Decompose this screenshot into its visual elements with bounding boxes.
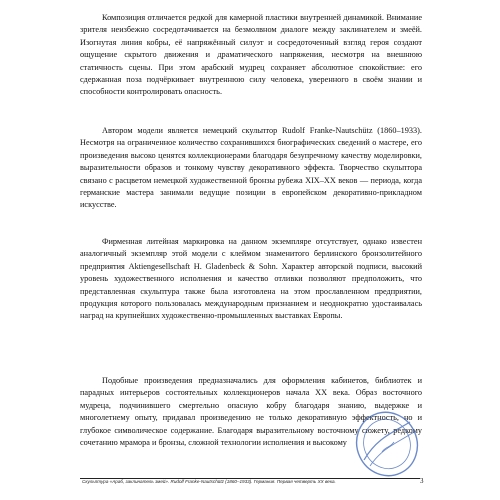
paragraph-composition: Композиция отличается редкой для камерной пластики внутренней динамикой. Внимание зрителя неизбежно сосредотачивается на безмолвном диалоге между заклинателем и змеёй. Изогнутая линия кобры, её напряжённый силуэт и сосредоточенный взгляд героя создают ощущение скрытого движения и драматического напряжения, несмотря на внешнюю статичность сцены. При этом арабский мудрец сохраняет абсолютное спокойствие: его сдержанная поза подчёркивает внутреннюю силу человека, уверенного в своём знании и способности контролировать опасность.	[80, 13, 422, 97]
paragraph-purpose: Подобные произведения предназначались для оформления кабинетов, библиотек и парадных интерьеров состоятельных коллекционеров начала XX века. Образ восточного мудреца, подчинившего смертельно опасную кобру благодаря знанию, выдержке и многолетнему опыту, придавал произведению не только декоративную эффектность, но и глубокое символическое содержание. Благодаря выразительному восточному сюжету, редкому сочетанию мрамора и бронзы, сложной технологии исполнения и высокому	[80, 376, 422, 448]
page-number: 3	[420, 477, 424, 485]
paragraph-foundry: Фирменная литейная маркировка на данном экземпляре отсутствует, однако известен аналогичный экземпляр этой модели с клеймом знаменитого берлинского бронзолитейного предприятия Aktiengesellschaft H. Gladenbeck & Sohn. Характер авторской подписи, высокий уровень художественного исполнения и качество отливки позволяют предположить, что представленная скульптура также была изготовлена на этом прославленном предприятии, продукция которого пользовалась международным признанием и неоднократно удостаивалась наград на крупнейших художественно-промышленных выставках Европы.	[80, 237, 422, 321]
paragraph-author: Автором модели является немецкий скульптор Rudolf Franke-Nautschütz (1860–1933). Несмотря на ограниченное количество сохранившихся биографических сведений о мастере, его произведения высоко ценятся коллекционерами благодаря безупречному качеству моделировки, выразительности образов и тонкому чувству декоративного эффекта. Творчество скульптора связано с расцветом немецкой художественной бронзы рубежа XIX–XX веков — периода, когда германские мастера занимали ведущие позиции в европейском декоративно-прикладном искусстве.	[80, 126, 422, 210]
footer-caption: Скульптура «Араб, заклинатель змей». Rudolf Franke-Nautschütz (1860–1933). Германия. Первая четверть XX века.	[82, 479, 336, 484]
